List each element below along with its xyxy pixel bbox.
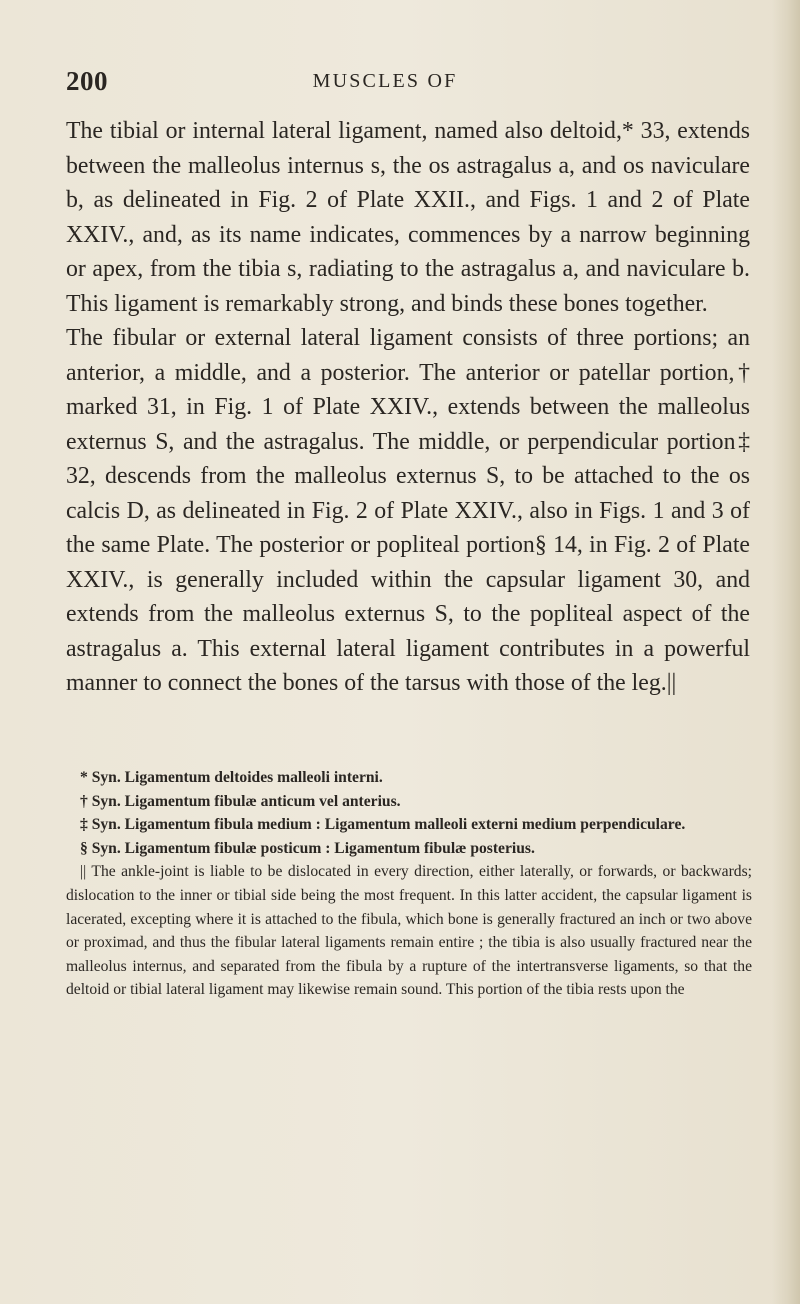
paragraph-tibial-ligament: The tibial or internal lateral ligament, named also deltoid,* 33, extends between the malleolus internus s, the os astragalus a, and os naviculare b, as delineated in Fig. 2 of Plate XXII., and Figs. 1 and 2 of Plate XXIV., and, as its name indicates, commences by a narrow beginning or apex, from the tibia s, radiating to the astragalus a, and naviculare b. This ligament is remarkably strong, and binds these bones together.	[66, 118, 750, 317]
page-number: 200	[66, 66, 108, 96]
footnote-anterior: † Syn. Ligamentum fibulæ anticum vel anterius.	[80, 792, 401, 810]
footnote-ankle-dislocation: || The ankle-joint is liable to be dislocated in every direction, either laterally, or forwards, or backwards; dislocation to the inner or tibial side being the most frequent. In this latter accident, the capsular ligament is lacerated, excepting where it is attached to the fibula, which bone is generally fractured an inch or two above or proximad, and thus the fibular lateral ligaments remain entire ; the tibia is also usually fractured near the malleolus internus, and separated from the fibula by a rupture of the intertransverse ligaments, so that the deltoid or tibial lateral ligament may likewise remain sound. This portion of the tibia rests upon the	[66, 863, 752, 999]
paragraph-fibular-ligament: The fibular or external lateral ligament consists of three portions; an anterior, a middle, and a posterior. The anterior or patellar portion,† marked 31, in Fig. 1 of Plate XXIV., extends between the malleolus externus S, and the astragalus. The middle, or perpendicular portion‡ 32, descends from the malleolus externus S, to be attached to the os calcis D, as delineated in Fig. 2 of Plate XXIV., also in Figs. 1 and 3 of the same Plate. The posterior or popliteal portion§ 14, in Fig. 2 of Plate XXIV., is generally included within the capsular ligament 30, and extends from the malleolus externus S, to the popliteal aspect of the astragalus a. This external lateral ligament contributes in a powerful manner to connect the bones of the tarsus with those of the leg.||	[66, 325, 750, 696]
footnote-deltoid: * Syn. Ligamentum deltoides malleoli interni.	[80, 769, 383, 786]
footnote-posterior: § Syn. Ligamentum fibulæ posticum : Ligamentum fibulæ posterius.	[80, 839, 535, 857]
running-head: MUSCLES OF	[312, 70, 458, 92]
footnotes	[66, 766, 752, 1002]
page-edge-shadow	[772, 0, 800, 1304]
main-text	[66, 114, 750, 701]
footnote-middle: ‡ Syn. Ligamentum fibula medium : Ligamentum malleoli externi medium perpendiculare.	[80, 816, 686, 834]
page-header	[0, 66, 800, 100]
